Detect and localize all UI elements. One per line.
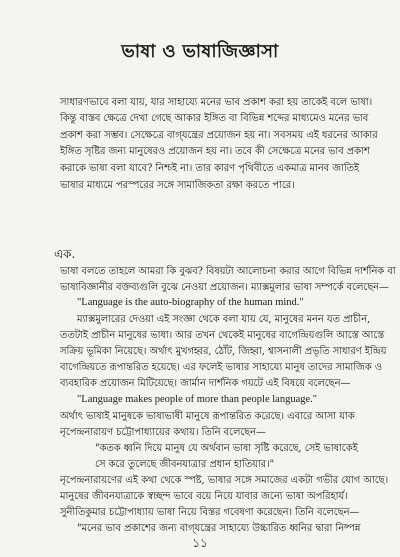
quote-line: "মনের ভাব প্রকাশের জন্য বাগ্‌যন্ত্রের সাহায্যে উচ্চারিত ধ্বনির দ্বারা নিষ্পন্ন — [77, 523, 361, 534]
body-line: অর্থাৎ ভাষাই মানুষকে ভাষাভাষী মানুষে রূপান্তরিত করেছে। এবারে আসা যাক — [60, 411, 355, 422]
body-line: ভাষাবিজ্ঞানীর বক্তব্যগুলি বুঝে নেওয়া প্রয়োজন। ম্যাক্সমুলার ভাষা সম্পর্কে বলেছেন— — [60, 282, 389, 293]
page-title: ভাষা ও ভাষাজিজ্ঞাসা — [121, 41, 279, 62]
section-heading: এক. — [54, 247, 76, 261]
body-line: নৃপেন্দ্রনারায়ণ চট্টোপাধ্যায়ের কথায়। তিনি বলেছেন— — [60, 427, 266, 438]
body-line: বাগেন্দ্রিয়তে রূপান্তরিত হয়েছে। এর ফলেই ভাষার সাহায্যে মানুষ তাদের সামাজিক ও — [60, 362, 382, 373]
quote-line: "Language is the auto-biography of the human mind." — [77, 297, 304, 308]
body-line: ভাষা বলতে তাহলে আমরা কি বুঝব? বিষয়টা আলোচনা করার আগে বিভিন্ন দার্শনিক বা — [60, 266, 396, 277]
body-line: নৃপেন্দ্রনারায়ণের এই কথা থেকে স্পষ্ট, ভাষার সঙ্গে সমাজের একটা গভীর যোগ আছে। — [60, 475, 389, 486]
intro-line: প্রকাশ করা সম্ভব। সেক্ষেত্রে বাগ্‌যন্ত্রের প্রয়োজন হয় না। সবসময় এই ধরনের আকার — [60, 130, 378, 141]
body-line: মানুষের জীবনযাত্রাকে স্বচ্ছন্দ ভাবে বয়ে নিয়ে যাবার জন্যে ভাষা অপরিহার্য। — [60, 491, 348, 502]
body-line: সুনীতিকুমার চট্টোপাধ্যায় ভাষা নিয়ে বিস্তর গবেষণা করেছেন। তিনি বলেছেন— — [60, 507, 360, 518]
body-line: ব্যবহারিক প্রয়োজন মিটিয়েছে। জার্মান দার্শনিক গয়টে এই বিষয়ে বলেছেন— — [60, 378, 351, 389]
intro-line: ভাষার মাধ্যমে পরস্পরের সঙ্গে সামাজিকতা রক্ষা করতে পারে। — [60, 180, 295, 191]
quote-line: "কতক ধ্বনি দিয়ে মানুষ যে অর্থবান ভাষা সৃষ্টি করেছে, সেই ভাষাকেই — [95, 443, 358, 454]
quote-line: "Language makes people of more than people language." — [77, 394, 318, 405]
body-line: সক্রিয় ভূমিকা নিয়েছে। অর্থাৎ মুখগহ্বর, ঠোঁট, জিহ্বা, শ্বাসনালী প্রভৃতি সাধারণ ইন্দ্রিয় — [60, 346, 387, 357]
body-line: ম্যাক্সমুলারের দেওয়া এই সংজ্ঞা থেকে বলা যায় যে, মানুষের মনন যত প্রাচীন, — [77, 314, 371, 325]
intro-line: কিন্তু বাস্তব ক্ষেত্রে দেখা গেছে আকার ইঙ্গিত বা বিভিন্ন শব্দের মাধ্যমেও মনের ভাব — [60, 113, 369, 124]
body-line: ততটাই প্রাচীন মানুষের ভাষা। আর তখন থেকেই মানুষের বাগেন্দ্রিয়গুলি আস্তে আস্তে — [60, 330, 385, 341]
page-number: ১১ — [192, 536, 208, 550]
intro-line: সাধারণভাবে বলা যায়, যার সাহায্যে মনের ভাব প্রকাশ করা হয় তাকেই বলে ভাষা। — [60, 97, 373, 108]
intro-line: ইঙ্গিত সৃষ্টির জন্য মানুষেরও প্রয়োজন হয় না। তবে কী সেক্ষেত্রে মনের ভাব প্রকাশ — [60, 146, 370, 157]
intro-line: করাকে ভাষা বলা যাবে? নিশ্চই না। তার কারণ পৃথিবীতে একমাত্র মানব জাতিই — [60, 163, 360, 174]
quote-line: সে করে তুলেছে জীবনযাত্রার প্রধান হাতিয়ার।" — [95, 459, 275, 470]
